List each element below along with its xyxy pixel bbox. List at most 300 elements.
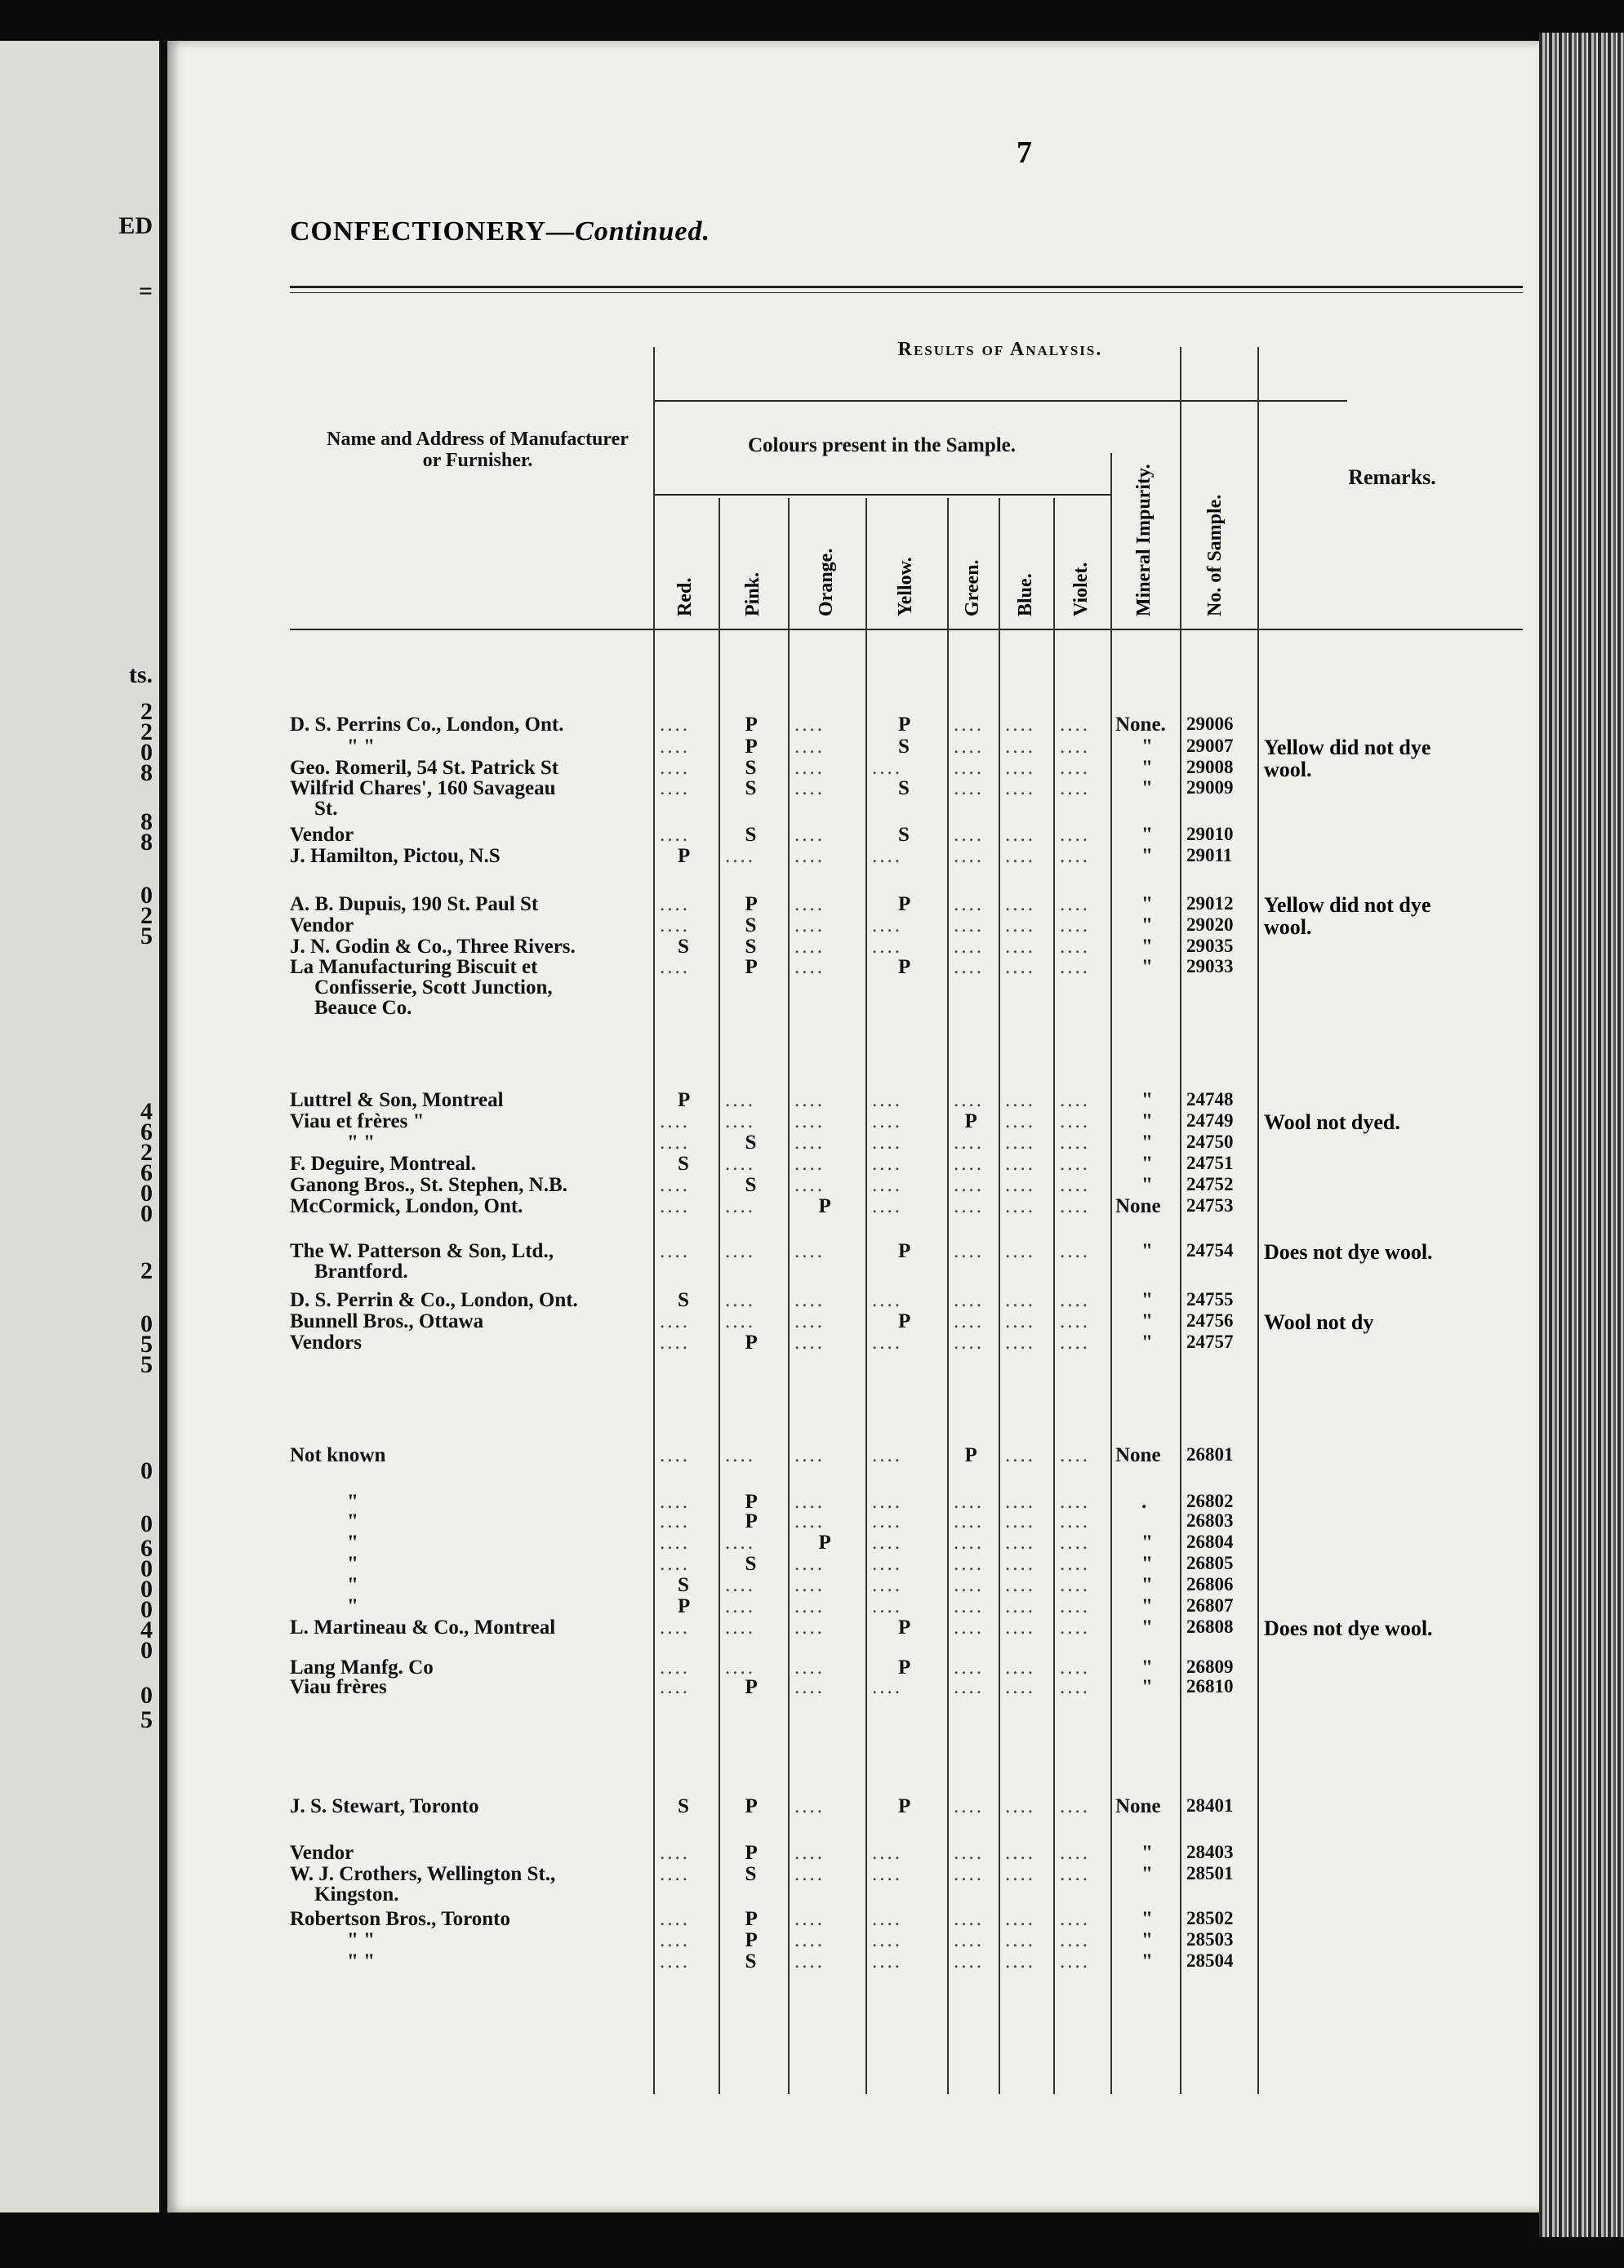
colour-blue-cell: .... bbox=[1005, 936, 1035, 958]
colour-violet-cell: .... bbox=[1060, 777, 1090, 799]
colour-yellow-cell: .... bbox=[872, 1863, 902, 1885]
colour-yellow-cell: .... bbox=[872, 914, 902, 936]
colour-orange-cell: .... bbox=[794, 1174, 825, 1196]
colour-pink-cell: P bbox=[745, 893, 758, 915]
colour-yellow-cell: .... bbox=[872, 1110, 902, 1132]
colour-yellow-cell: .... bbox=[872, 1842, 902, 1864]
colour-blue-cell: .... bbox=[1005, 777, 1035, 799]
colour-pink-cell: S bbox=[745, 824, 757, 846]
colour-red-cell: .... bbox=[660, 1310, 690, 1332]
section-title-main: CONFECTIONERY bbox=[290, 216, 547, 247]
manufacturer-name: McCormick, London, Ont. bbox=[290, 1195, 523, 1217]
manufacturer-name: " " bbox=[347, 1132, 376, 1154]
mineral-impurity-cell: " bbox=[1141, 736, 1153, 758]
colour-green-cell: .... bbox=[954, 1595, 984, 1617]
sample-number-cell: 28501 bbox=[1186, 1863, 1234, 1883]
colour-blue-cell: .... bbox=[1005, 1532, 1035, 1554]
manufacturer-name: Luttrel & Son, Montreal bbox=[290, 1089, 504, 1111]
colour-red-cell: .... bbox=[660, 1929, 690, 1951]
colour-pink-cell: .... bbox=[725, 1089, 755, 1111]
colour-yellow-cell: .... bbox=[872, 1676, 902, 1698]
sample-number-cell: 29009 bbox=[1186, 777, 1234, 798]
colour-yellow-cell: P bbox=[898, 1657, 911, 1679]
sample-number-cell: 28502 bbox=[1186, 1908, 1234, 1928]
colour-red-cell: S bbox=[678, 1153, 689, 1175]
colour-violet-cell: .... bbox=[1060, 1310, 1090, 1332]
facing-page-fragment: 8 bbox=[140, 808, 153, 835]
colour-violet-cell: .... bbox=[1060, 1553, 1090, 1575]
sample-number-cell: 29007 bbox=[1186, 736, 1234, 756]
colour-orange-cell: .... bbox=[794, 1110, 825, 1132]
colour-green-cell: .... bbox=[954, 714, 984, 736]
colour-yellow-cell: P bbox=[898, 714, 911, 736]
facing-page-fragment: 0 bbox=[140, 1596, 153, 1623]
colour-red-cell: S bbox=[678, 1289, 689, 1311]
mineral-impurity-cell: " bbox=[1141, 1153, 1153, 1175]
manufacturer-name: Not known bbox=[290, 1444, 386, 1466]
colour-yellow-cell: P bbox=[898, 893, 911, 915]
colour-green-cell: .... bbox=[954, 1617, 984, 1639]
facing-page-fragment: 2 bbox=[140, 1257, 153, 1284]
colour-blue-cell: .... bbox=[1005, 956, 1035, 978]
colour-red-cell: .... bbox=[660, 893, 690, 915]
colour-pink-cell: P bbox=[745, 1929, 758, 1951]
sample-number-cell: 29033 bbox=[1186, 956, 1234, 976]
colour-red-cell: .... bbox=[660, 777, 690, 799]
colour-pink-cell: S bbox=[745, 1863, 757, 1885]
colour-violet-cell: .... bbox=[1060, 1110, 1090, 1132]
colour-orange-cell: .... bbox=[794, 1950, 825, 1972]
colour-orange-cell: .... bbox=[794, 777, 825, 799]
colour-yellow-cell: .... bbox=[872, 1574, 902, 1596]
colour-violet-cell: .... bbox=[1060, 1240, 1090, 1262]
colour-violet-cell: .... bbox=[1060, 736, 1090, 758]
colour-green-cell: .... bbox=[954, 893, 984, 915]
colour-pink-cell: P bbox=[745, 736, 758, 758]
manufacturer-name: Ganong Bros., St. Stephen, N.B. bbox=[290, 1174, 567, 1196]
facing-page-fragment: 2 bbox=[140, 718, 153, 745]
colour-violet-cell: .... bbox=[1060, 1908, 1090, 1930]
colour-yellow-cell: .... bbox=[872, 1153, 902, 1175]
colour-yellow-cell: .... bbox=[872, 1510, 902, 1532]
facing-page-fragment: 4 bbox=[140, 1098, 153, 1125]
colour-pink-cell: S bbox=[745, 1553, 757, 1575]
colour-blue-cell: .... bbox=[1005, 1240, 1035, 1262]
colour-violet-cell: .... bbox=[1060, 1089, 1090, 1111]
colour-green-cell: .... bbox=[954, 1553, 984, 1575]
colour-violet-cell: .... bbox=[1060, 1510, 1090, 1532]
sample-number-cell: 29008 bbox=[1186, 757, 1234, 777]
manufacturer-name: Vendor bbox=[290, 1842, 354, 1864]
manufacturer-name: Geo. Romeril, 54 St. Patrick St bbox=[290, 757, 559, 779]
sample-number-cell: 26802 bbox=[1186, 1491, 1234, 1511]
mineral-impurity-cell: " bbox=[1141, 1863, 1153, 1885]
manufacturer-name-continued: Brantford. bbox=[314, 1261, 408, 1283]
colour-yellow-cell: .... bbox=[872, 1532, 902, 1554]
colour-orange-cell: .... bbox=[794, 1289, 825, 1311]
colour-orange-cell: .... bbox=[794, 1132, 825, 1154]
facing-page-fragment: 0 bbox=[140, 1510, 153, 1537]
mineral-impurity-cell: " bbox=[1141, 1089, 1153, 1111]
sample-number-header: No. of Sample. bbox=[1204, 494, 1226, 616]
colour-violet-cell: .... bbox=[1060, 1863, 1090, 1885]
facing-page-fragment: 0 bbox=[140, 882, 153, 909]
colour-red-cell: .... bbox=[660, 1240, 690, 1262]
remark-text: Yellow did not dye wool. bbox=[1264, 893, 1431, 940]
colour-red-cell: .... bbox=[660, 1950, 690, 1972]
colour-green-cell: .... bbox=[954, 956, 984, 978]
colour-blue-cell: .... bbox=[1005, 1553, 1035, 1575]
manufacturer-name: D. S. Perrin & Co., London, Ont. bbox=[290, 1289, 578, 1311]
sample-number-cell: 24753 bbox=[1186, 1195, 1234, 1216]
colour-yellow-cell: .... bbox=[872, 757, 902, 779]
sample-number-cell: 29011 bbox=[1186, 845, 1233, 865]
colour-header-green: Green. bbox=[961, 559, 983, 616]
mineral-impurity-cell: " bbox=[1141, 1310, 1153, 1332]
results-header: Results of Analysis. bbox=[897, 339, 1103, 360]
mineral-impurity-cell: None bbox=[1115, 1195, 1161, 1217]
colour-yellow-cell: .... bbox=[872, 1174, 902, 1196]
mineral-impurity-cell: " bbox=[1141, 1929, 1153, 1951]
colour-green-cell: .... bbox=[954, 1332, 984, 1354]
colour-red-cell: .... bbox=[660, 1553, 690, 1575]
facing-page-fragment: 4 bbox=[140, 1617, 153, 1643]
mineral-impurity-cell: " bbox=[1141, 845, 1153, 867]
colour-violet-cell: .... bbox=[1060, 1491, 1090, 1513]
colour-header-violet: Violet. bbox=[1070, 562, 1092, 616]
colour-red-cell: .... bbox=[660, 1174, 690, 1196]
colour-blue-cell: .... bbox=[1005, 714, 1035, 736]
manufacturer-name: D. S. Perrins Co., London, Ont. bbox=[290, 714, 564, 736]
colour-yellow-cell: P bbox=[898, 1240, 911, 1262]
top-rule-thin bbox=[290, 292, 1523, 293]
colour-orange-cell: .... bbox=[794, 1929, 825, 1951]
colour-green-cell: .... bbox=[954, 1574, 984, 1596]
mineral-impurity-cell: " bbox=[1141, 1574, 1153, 1596]
colour-blue-cell: .... bbox=[1005, 824, 1035, 846]
colour-header-red: Red. bbox=[674, 577, 696, 616]
sample-number-cell: 28403 bbox=[1186, 1842, 1234, 1862]
facing-page-fragment: 8 bbox=[140, 759, 153, 786]
manufacturer-name: " bbox=[347, 1595, 358, 1617]
sample-number-cell: 28504 bbox=[1186, 1950, 1234, 1971]
manufacturer-name: Vendors bbox=[290, 1332, 362, 1354]
colour-blue-cell: .... bbox=[1005, 1310, 1035, 1332]
colour-violet-cell: .... bbox=[1060, 1950, 1090, 1972]
colour-blue-cell: .... bbox=[1005, 1289, 1035, 1311]
manufacturer-name-continued: St. bbox=[314, 798, 338, 820]
mineral-impurity-cell: None. bbox=[1115, 714, 1166, 736]
colour-pink-cell: .... bbox=[725, 1657, 755, 1679]
colour-violet-cell: .... bbox=[1060, 1195, 1090, 1217]
manufacturer-name: Viau et frères " bbox=[290, 1110, 425, 1132]
colour-pink-cell: .... bbox=[725, 1289, 755, 1311]
colour-violet-cell: .... bbox=[1060, 824, 1090, 846]
mineral-impurity-cell: " bbox=[1141, 914, 1153, 936]
sample-number-cell: 26804 bbox=[1186, 1532, 1234, 1552]
divider-colour bbox=[947, 498, 949, 2094]
colour-violet-cell: .... bbox=[1060, 1153, 1090, 1175]
colour-pink-cell: S bbox=[745, 1132, 757, 1154]
colour-green-cell: .... bbox=[954, 777, 984, 799]
colour-green-cell: .... bbox=[954, 1491, 984, 1513]
manufacturer-name-continued: Confisserie, Scott Junction, bbox=[314, 976, 553, 998]
sample-number-cell: 29006 bbox=[1186, 714, 1234, 734]
facing-page-fragment: 5 bbox=[140, 1706, 153, 1733]
mineral-impurity-cell: " bbox=[1141, 1842, 1153, 1864]
colour-blue-cell: .... bbox=[1005, 1153, 1035, 1175]
colour-orange-cell: .... bbox=[794, 1491, 825, 1513]
mineral-impurity-cell: " bbox=[1141, 1908, 1153, 1930]
colour-orange-cell: .... bbox=[794, 757, 825, 779]
mineral-impurity-cell: " bbox=[1141, 757, 1153, 779]
sample-number-cell: 29020 bbox=[1186, 914, 1234, 935]
colour-pink-cell: .... bbox=[725, 1240, 755, 1262]
colour-violet-cell: .... bbox=[1060, 1289, 1090, 1311]
colour-pink-cell: .... bbox=[725, 1310, 755, 1332]
colour-yellow-cell: .... bbox=[872, 1195, 902, 1217]
colour-yellow-cell: .... bbox=[872, 1553, 902, 1575]
remark-text: Yellow did not dye wool. bbox=[1264, 736, 1431, 782]
colour-pink-cell: S bbox=[745, 777, 757, 799]
manufacturer-name: " " bbox=[347, 736, 376, 758]
colour-green-cell: .... bbox=[954, 1908, 984, 1930]
colour-red-cell: .... bbox=[660, 757, 690, 779]
colour-green-cell: .... bbox=[954, 845, 984, 867]
sample-number-cell: 29012 bbox=[1186, 893, 1234, 914]
colour-red-cell: .... bbox=[660, 736, 690, 758]
colour-blue-cell: .... bbox=[1005, 1595, 1035, 1617]
colour-orange-cell: .... bbox=[794, 1908, 825, 1930]
facing-page-fragment: 6 bbox=[140, 1535, 153, 1562]
colour-orange-cell: .... bbox=[794, 1310, 825, 1332]
colour-violet-cell: .... bbox=[1060, 1444, 1090, 1466]
colour-red-cell: .... bbox=[660, 1863, 690, 1885]
colour-pink-cell: .... bbox=[725, 1617, 755, 1639]
colour-green-cell: .... bbox=[954, 1510, 984, 1532]
mineral-impurity-cell: " bbox=[1141, 1240, 1153, 1262]
colour-yellow-cell: .... bbox=[872, 845, 902, 867]
colour-green-cell: .... bbox=[954, 1795, 984, 1817]
colour-violet-cell: .... bbox=[1060, 1842, 1090, 1864]
colour-yellow-cell: .... bbox=[872, 1444, 902, 1466]
manufacturer-name: " bbox=[347, 1532, 358, 1554]
mineral-impurity-cell: " bbox=[1141, 1617, 1153, 1639]
colour-red-cell: .... bbox=[660, 956, 690, 978]
sample-number-cell: 26806 bbox=[1186, 1574, 1234, 1594]
mineral-impurity-cell: " bbox=[1141, 1657, 1153, 1679]
manufacturer-name: " " bbox=[347, 1950, 376, 1972]
colour-green-cell: .... bbox=[954, 1657, 984, 1679]
colour-violet-cell: .... bbox=[1060, 1795, 1090, 1817]
colour-orange-cell: .... bbox=[794, 1553, 825, 1575]
colour-yellow-cell: .... bbox=[872, 1332, 902, 1354]
colour-orange-cell: .... bbox=[794, 1444, 825, 1466]
colour-header-pink: Pink. bbox=[741, 571, 763, 616]
colour-orange-cell: .... bbox=[794, 1863, 825, 1885]
facing-page-fragment: ts. bbox=[128, 661, 153, 688]
colour-blue-cell: .... bbox=[1005, 1950, 1035, 1972]
colour-pink-cell: P bbox=[745, 1510, 758, 1532]
colour-pink-cell: S bbox=[745, 914, 757, 936]
colour-orange-cell: .... bbox=[794, 936, 825, 958]
facing-page-fragment: 5 bbox=[140, 1331, 153, 1358]
divider-name bbox=[653, 347, 655, 2094]
colour-orange-cell: .... bbox=[794, 845, 825, 867]
colour-pink-cell: P bbox=[745, 1842, 758, 1864]
sample-number-cell: 28503 bbox=[1186, 1929, 1234, 1950]
mineral-impurity-cell: " bbox=[1141, 1289, 1153, 1311]
mineral-impurity-cell: " bbox=[1141, 1110, 1153, 1132]
manufacturer-name: Robertson Bros., Toronto bbox=[290, 1908, 510, 1930]
colour-header-orange: Orange. bbox=[815, 548, 837, 616]
sample-number-cell: 24748 bbox=[1186, 1089, 1234, 1110]
manufacturer-name: Wilfrid Chares', 160 Savageau bbox=[290, 777, 556, 799]
facing-page-fragment: 6 bbox=[140, 1118, 153, 1145]
sample-number-cell: 29010 bbox=[1186, 824, 1234, 844]
colour-orange-cell: .... bbox=[794, 1795, 825, 1817]
colour-green-cell: .... bbox=[954, 824, 984, 846]
colour-orange-cell: .... bbox=[794, 1574, 825, 1596]
colour-red-cell: .... bbox=[660, 1510, 690, 1532]
colour-blue-cell: .... bbox=[1005, 1929, 1035, 1951]
colour-blue-cell: .... bbox=[1005, 736, 1035, 758]
divider-colour bbox=[1053, 498, 1055, 2094]
colour-violet-cell: .... bbox=[1060, 1332, 1090, 1354]
document-page bbox=[167, 41, 1539, 2212]
remark-text: Does not dye wool. bbox=[1264, 1240, 1433, 1264]
remarks-header: Remarks. bbox=[1348, 465, 1436, 489]
manufacturer-name: A. B. Dupuis, 190 St. Paul St bbox=[290, 893, 539, 915]
colour-pink-cell: P bbox=[745, 1491, 758, 1513]
colour-violet-cell: .... bbox=[1060, 1929, 1090, 1951]
manufacturer-name-continued: Beauce Co. bbox=[314, 997, 412, 1019]
colour-blue-cell: .... bbox=[1005, 1332, 1035, 1354]
facing-page-fragment: 0 bbox=[140, 1682, 153, 1709]
sample-number-cell: 28401 bbox=[1186, 1795, 1234, 1816]
divider-colour bbox=[719, 498, 720, 2094]
mineral-impurity-cell: " bbox=[1141, 1332, 1153, 1354]
colour-orange-cell: .... bbox=[794, 1657, 825, 1679]
facing-page-fragment: 0 bbox=[140, 1180, 153, 1207]
colour-red-cell: .... bbox=[660, 1532, 690, 1554]
manufacturer-name: Lang Manfg. Co bbox=[290, 1657, 434, 1679]
colour-violet-cell: .... bbox=[1060, 956, 1090, 978]
colour-red-cell: P bbox=[678, 1089, 691, 1111]
sample-number-cell: 26805 bbox=[1186, 1553, 1234, 1573]
sample-number-cell: 26810 bbox=[1186, 1676, 1234, 1697]
facing-page-fragment: 0 bbox=[140, 1555, 153, 1582]
divider-remarks bbox=[1257, 347, 1259, 2094]
manufacturer-name: The W. Patterson & Son, Ltd., bbox=[290, 1240, 554, 1262]
mineral-impurity-cell: " bbox=[1141, 777, 1153, 799]
colour-red-cell: .... bbox=[660, 1491, 690, 1513]
mineral-impurity-cell: " bbox=[1141, 824, 1153, 846]
manufacturer-name: " bbox=[347, 1491, 358, 1513]
sample-number-cell: 24749 bbox=[1186, 1110, 1234, 1131]
colour-red-cell: .... bbox=[660, 914, 690, 936]
colour-red-cell: .... bbox=[660, 1842, 690, 1864]
colour-green-cell: .... bbox=[954, 736, 984, 758]
remark-text: Does not dye wool. bbox=[1264, 1617, 1433, 1640]
colour-pink-cell: P bbox=[745, 1676, 758, 1698]
colours-header: Colours present in the Sample. bbox=[747, 434, 1017, 456]
colour-orange-cell: P bbox=[818, 1195, 831, 1217]
colour-blue-cell: .... bbox=[1005, 1676, 1035, 1698]
colour-red-cell: S bbox=[678, 1795, 689, 1817]
sample-number-cell: 26801 bbox=[1186, 1444, 1234, 1465]
colour-header-blue: Blue. bbox=[1014, 573, 1036, 616]
colour-pink-cell: .... bbox=[725, 1532, 755, 1554]
mineral-impurity-cell: " bbox=[1141, 1676, 1153, 1698]
colour-blue-cell: .... bbox=[1005, 1110, 1035, 1132]
divider-colour bbox=[788, 498, 790, 2094]
manufacturer-name: " bbox=[347, 1510, 358, 1532]
manufacturer-name: " bbox=[347, 1553, 358, 1575]
colour-green-cell: .... bbox=[954, 1240, 984, 1262]
facing-page-fragment: 0 bbox=[140, 1200, 153, 1227]
colour-yellow-cell: .... bbox=[872, 1595, 902, 1617]
colour-red-cell: .... bbox=[660, 1676, 690, 1698]
colour-red-cell: S bbox=[678, 1574, 689, 1596]
sample-number-cell: 24756 bbox=[1186, 1310, 1234, 1331]
facing-page-fragment: 2 bbox=[140, 1139, 153, 1166]
colour-violet-cell: .... bbox=[1060, 1617, 1090, 1639]
colour-red-cell: .... bbox=[660, 1444, 690, 1466]
colour-pink-cell: .... bbox=[725, 1153, 755, 1175]
colour-pink-cell: P bbox=[745, 714, 758, 736]
colour-pink-cell: .... bbox=[725, 1195, 755, 1217]
facing-page-fragment: 5 bbox=[140, 1351, 153, 1378]
section-title bbox=[290, 216, 710, 247]
facing-page-fragment: 2 bbox=[140, 902, 153, 929]
colour-red-cell: P bbox=[678, 845, 691, 867]
colour-pink-cell: P bbox=[745, 1332, 758, 1354]
facing-page-fragment: ED bbox=[118, 212, 153, 239]
divider-sample bbox=[1180, 347, 1181, 2094]
colour-orange-cell: .... bbox=[794, 714, 825, 736]
colour-red-cell: .... bbox=[660, 1332, 690, 1354]
colour-green-cell: .... bbox=[954, 1863, 984, 1885]
sample-number-cell: 26807 bbox=[1186, 1595, 1234, 1616]
colour-blue-cell: .... bbox=[1005, 1574, 1035, 1596]
manufacturer-name: W. J. Crothers, Wellington St., bbox=[290, 1863, 556, 1885]
colour-pink-cell: .... bbox=[725, 1110, 755, 1132]
facing-page-fragment: 5 bbox=[140, 923, 153, 949]
divider-colour bbox=[865, 498, 867, 2094]
sample-number-cell: 26803 bbox=[1186, 1510, 1234, 1531]
sample-number-cell: 29035 bbox=[1186, 936, 1234, 956]
colour-blue-cell: .... bbox=[1005, 845, 1035, 867]
colour-header-yellow: Yellow. bbox=[895, 557, 916, 616]
colour-green-cell: .... bbox=[954, 936, 984, 958]
colour-orange-cell: .... bbox=[794, 893, 825, 915]
colour-pink-cell: S bbox=[745, 1950, 757, 1972]
page-number: 7 bbox=[1017, 136, 1032, 170]
colour-pink-cell: .... bbox=[725, 845, 755, 867]
colour-red-cell: .... bbox=[660, 1617, 690, 1639]
manufacturer-name: J. Hamilton, Pictou, N.S bbox=[290, 845, 501, 867]
colour-yellow-cell: P bbox=[898, 1310, 911, 1332]
colour-blue-cell: .... bbox=[1005, 1195, 1035, 1217]
colour-green-cell: P bbox=[964, 1110, 977, 1132]
colour-red-cell: .... bbox=[660, 1657, 690, 1679]
mineral-impurity-cell: " bbox=[1141, 1132, 1153, 1154]
colour-yellow-cell: .... bbox=[872, 936, 902, 958]
colour-green-cell: .... bbox=[954, 1153, 984, 1175]
colour-blue-cell: .... bbox=[1005, 893, 1035, 915]
mineral-impurity-cell: " bbox=[1141, 1553, 1153, 1575]
